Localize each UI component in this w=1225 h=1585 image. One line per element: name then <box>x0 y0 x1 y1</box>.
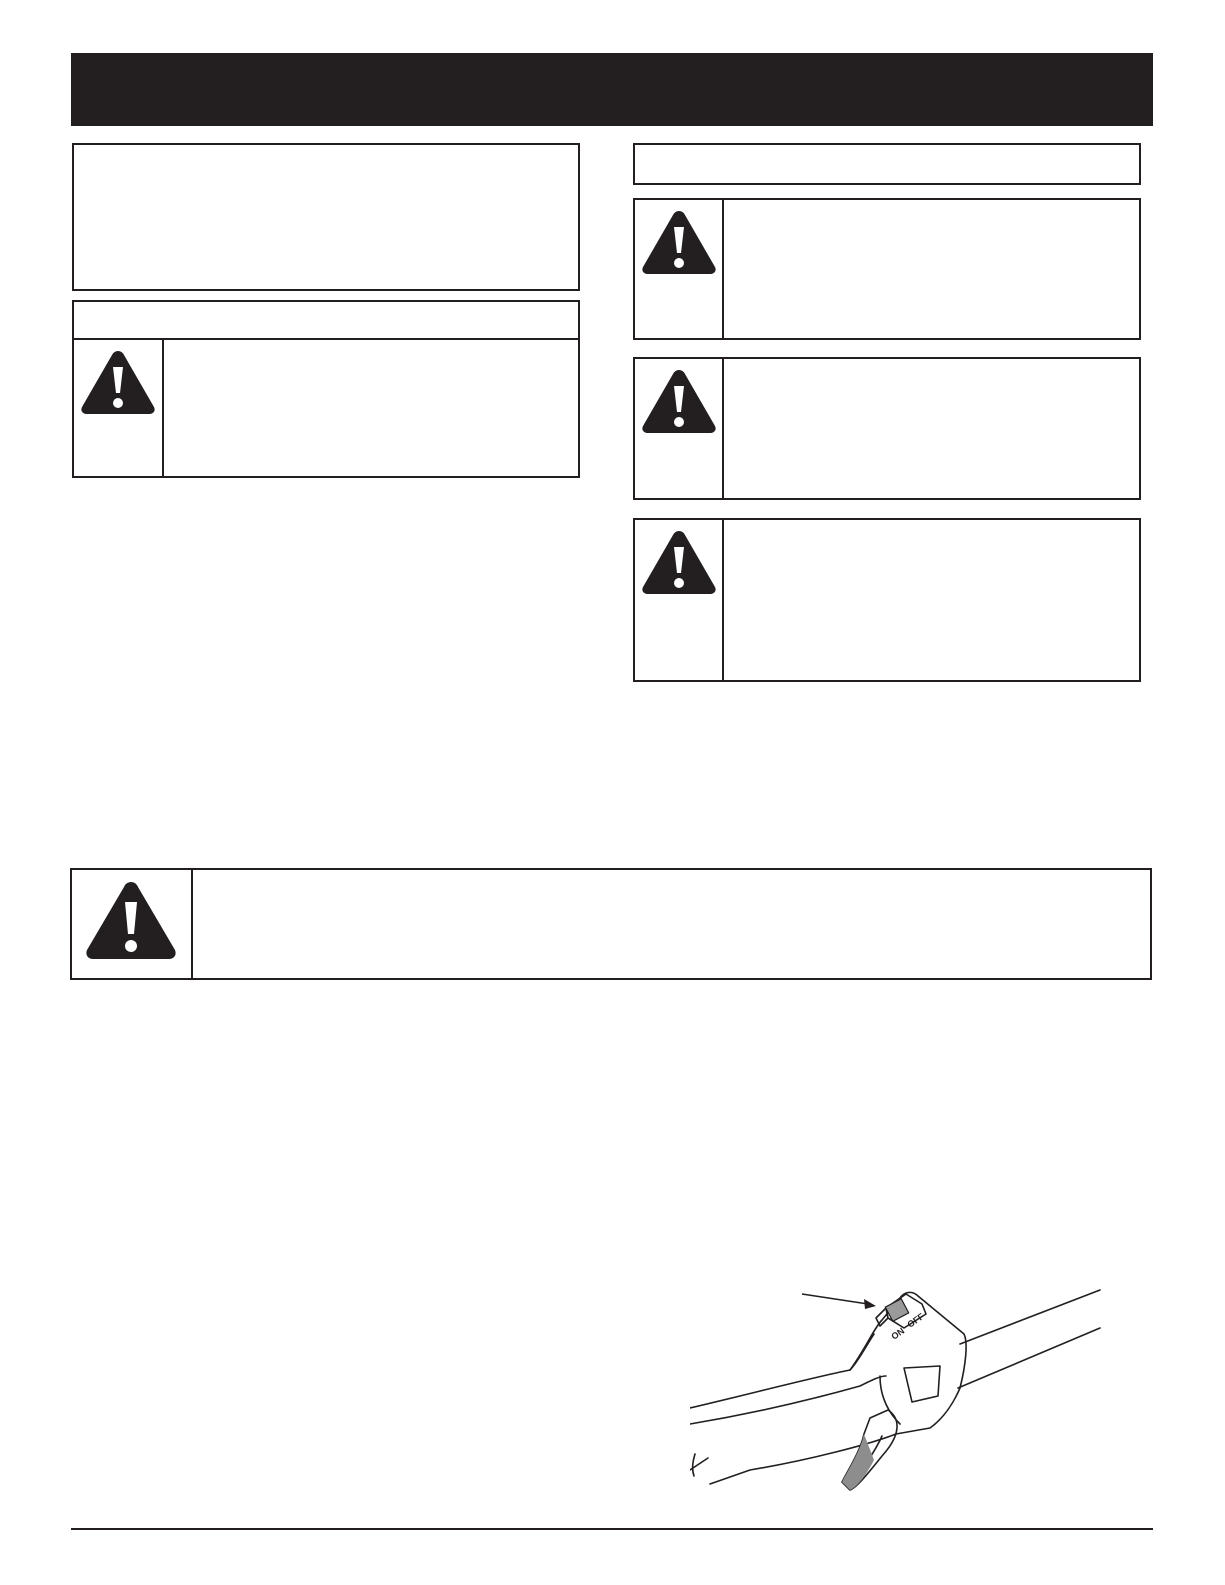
left-section-heading <box>72 300 580 340</box>
warning-triangle-icon <box>85 880 177 960</box>
warning-icon-cell <box>635 200 724 338</box>
warning-triangle-icon <box>80 349 156 415</box>
header-bar <box>71 53 1153 126</box>
right-warning-box-3 <box>633 518 1141 682</box>
warning-icon-cell <box>635 520 724 680</box>
notice-box <box>72 143 580 291</box>
switch-on-label: ON <box>889 1325 907 1342</box>
warning-triangle-icon <box>641 368 717 434</box>
right-warning-box-1 <box>633 198 1141 340</box>
warning-icon-cell <box>635 359 724 498</box>
left-warning-box <box>72 338 580 478</box>
warning-icon-cell <box>74 340 164 476</box>
switch-off-label: OFF <box>905 1311 926 1330</box>
right-warning-box-2 <box>633 357 1141 500</box>
footer-rule <box>71 1528 1153 1530</box>
trimmer-handle-illustration <box>690 1284 1120 1510</box>
wide-warning-box <box>70 868 1152 980</box>
right-section-heading <box>633 143 1141 185</box>
warning-triangle-icon <box>641 529 717 595</box>
warning-icon-cell <box>72 870 193 978</box>
warning-triangle-icon <box>641 209 717 275</box>
